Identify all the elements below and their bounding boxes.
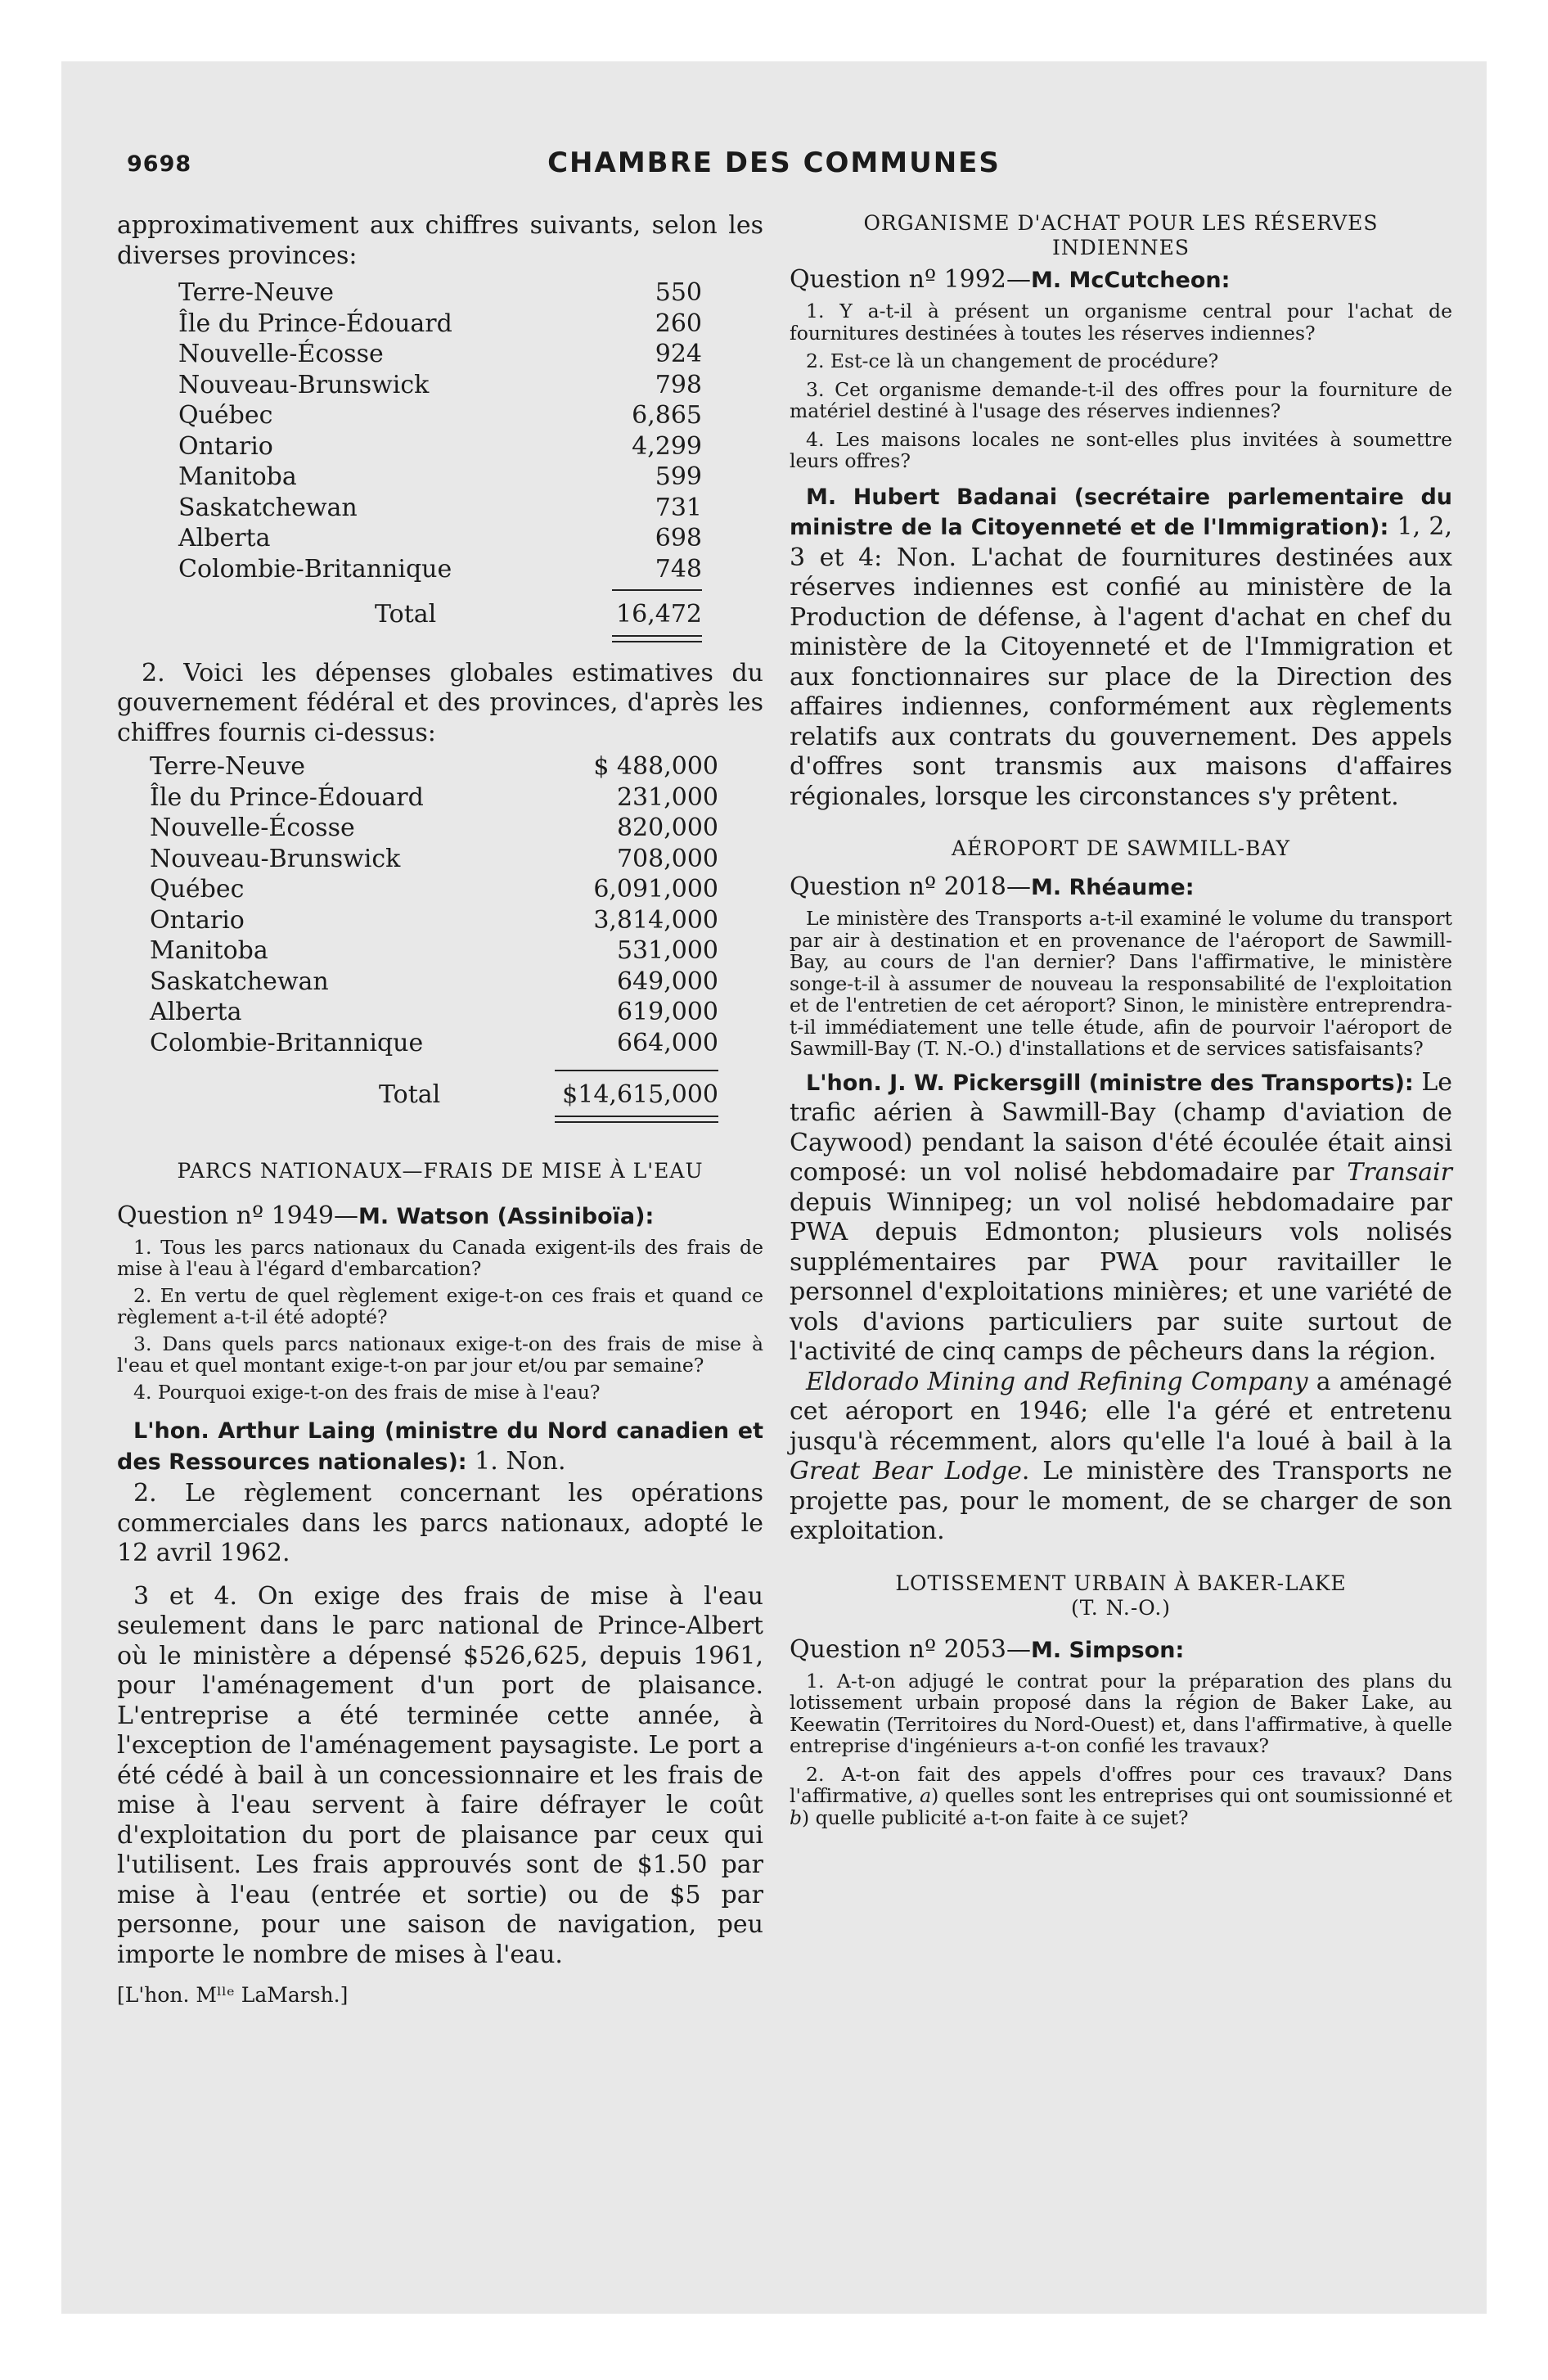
province-value: 748 bbox=[655, 554, 702, 584]
table-row bbox=[150, 905, 718, 936]
parcs-q2: 2. En vertu de quel règlement exige-t-on ces frais et quand ce règlement a-t-il été adopté? bbox=[117, 1283, 763, 1328]
table-row bbox=[178, 431, 702, 462]
table-row bbox=[150, 967, 718, 998]
table-row bbox=[178, 339, 702, 370]
laing-answer-2: 2. Le règlement concernant les opérations commerciales dans les parcs nationaux, adopté le 12 avril 1962. bbox=[117, 1479, 763, 1567]
org-q1: 1. Y a-t-il à présent un organisme central pour l'achat de fournitures destinées à toutes les réserves indiennes? bbox=[790, 300, 1452, 345]
question-2018 bbox=[790, 872, 1452, 903]
province-value: 3,814,000 bbox=[593, 905, 718, 935]
province-name: Nouvelle-Écosse bbox=[150, 814, 355, 842]
table-expenditures-total-block bbox=[150, 1070, 718, 1123]
question-2053 bbox=[790, 1635, 1452, 1666]
table-row bbox=[150, 1028, 718, 1059]
total-row bbox=[150, 1080, 718, 1111]
table-row bbox=[178, 523, 702, 554]
answer-text: 1. Non. bbox=[475, 1446, 566, 1476]
province-name: Île du Prince-Édouard bbox=[178, 309, 452, 338]
table-row bbox=[150, 751, 718, 782]
table-expenditures bbox=[150, 751, 718, 1058]
section-heading-lotissement-sub: (T. N.-O.) bbox=[1070, 1595, 1172, 1620]
table-row bbox=[178, 370, 702, 401]
table-row bbox=[178, 493, 702, 524]
org-q2: 2. Est-ce là un changement de procédure? bbox=[806, 349, 1219, 372]
province-name: Saskatchewan bbox=[178, 493, 358, 522]
province-value: 798 bbox=[655, 370, 702, 399]
province-name: Québec bbox=[178, 401, 273, 430]
table-row bbox=[178, 400, 702, 431]
sum-rule bbox=[612, 589, 702, 591]
footer-bracket: [L'hon. Mˡˡᵉ LaMarsh.] bbox=[117, 1983, 349, 2007]
italic-great-bear-lodge: Great Bear Lodge bbox=[790, 1457, 1022, 1485]
province-name: Saskatchewan bbox=[150, 967, 329, 996]
table-row bbox=[178, 554, 702, 585]
sum-rule bbox=[555, 1070, 718, 1071]
province-name: Québec bbox=[150, 875, 245, 904]
province-value: 698 bbox=[655, 524, 702, 552]
province-value: 708,000 bbox=[616, 844, 718, 873]
pickersgill-answer-2 bbox=[790, 1368, 1452, 1547]
province-value: 260 bbox=[655, 309, 702, 338]
province-value: 731 bbox=[655, 493, 702, 522]
italic-eldorado: Eldorado Mining and Refining Company bbox=[806, 1367, 1308, 1396]
double-rule bbox=[612, 635, 702, 642]
question-number: Question nº 1949— bbox=[117, 1201, 358, 1230]
province-value: 820,000 bbox=[616, 814, 718, 842]
parcs-q3: 3. Dans quels parcs nationaux exige-t-on des frais de mise à l'eau et quel montant exige-t-on par jour et/ou par semaine? bbox=[117, 1332, 763, 1377]
org-q4: 4. Les maisons locales ne sont-elles plus invitées à soumettre leurs offres? bbox=[790, 427, 1452, 472]
answer-text: . Le ministère des Transports ne projette pas, pour le moment, de se charger de son exploitation. bbox=[790, 1457, 1453, 1545]
speaker-laing: L'hon. Arthur Laing (ministre du Nord canadien et des Ressources nationales): bbox=[117, 1418, 763, 1475]
answer-text: depuis Winnipeg; un vol nolisé hebdomadaire par PWA depuis Edmonton; plusieurs vols nolisés supplémentaires par PWA pour ravitailler le personnel d'exploitations minières; et une variété de vols d'avions particuliers par suite surtout de l'activité de cinq camps de pêcheurs dans la région. bbox=[790, 1188, 1452, 1366]
province-name: Alberta bbox=[150, 998, 242, 1026]
speaker-pickersgill: L'hon. J. W. Pickersgill (ministre des Transports): bbox=[806, 1070, 1414, 1096]
badanai-answer bbox=[790, 482, 1452, 813]
province-value: 6,091,000 bbox=[593, 875, 718, 904]
parcs-q4: 4. Pourquoi exige-t-on des frais de mise à l'eau? bbox=[133, 1380, 601, 1404]
pickersgill-answer-1 bbox=[790, 1068, 1452, 1368]
province-name: Nouveau-Brunswick bbox=[178, 370, 430, 399]
section-heading-organisme: ORGANISME D'ACHAT POUR LES RÉSERVES INDIENNES bbox=[863, 211, 1379, 259]
parcs-q1: 1. Tous les parcs nationaux du Canada exigent-ils des frais de mise à l'eau à l'égard d'embarcation? bbox=[117, 1235, 763, 1280]
section-heading-parcs: PARCS NATIONAUX—FRAIS DE MISE À L'EAU bbox=[177, 1158, 704, 1183]
answer-text: Le trafic aérien à Sawmill-Bay (champ d'aviation de Caywood) pendant la saison d'été écoulée était ainsi composé: un vol nolisé hebdomadaire par bbox=[790, 1067, 1452, 1187]
question-text: ) quelle publicité a-t-on faite à ce sujet? bbox=[802, 1805, 1189, 1829]
table-row bbox=[178, 462, 702, 493]
province-value: 619,000 bbox=[616, 998, 718, 1026]
province-value: $ 488,000 bbox=[593, 752, 718, 781]
table-population bbox=[178, 277, 702, 584]
province-value: 550 bbox=[655, 278, 702, 307]
question-number: Question nº 2053— bbox=[790, 1634, 1031, 1664]
province-name: Île du Prince-Édouard bbox=[150, 782, 424, 812]
laing-answer-1 bbox=[117, 1416, 763, 1477]
province-name: Colombie-Britannique bbox=[178, 554, 452, 584]
province-value: 4,299 bbox=[632, 431, 702, 461]
total-row bbox=[178, 599, 702, 630]
lot-q1: 1. A-t-on adjugé le contrat pour la préparation des plans du lotissement urbain proposé dans la région de Baker Lake, au Keewatin (Territoires du Nord-Ouest) et, dans l'affirmative, à quelle entreprise d'ingénieurs a-t-on confié les travaux? bbox=[790, 1669, 1452, 1757]
question-1992 bbox=[790, 265, 1452, 295]
intro-paragraph: approximativement aux chiffres suivants, selon les diverses provinces: bbox=[117, 211, 763, 270]
province-name: Ontario bbox=[178, 431, 273, 461]
question-number: Question nº 1992— bbox=[790, 265, 1031, 294]
total-value: 16,472 bbox=[616, 600, 702, 629]
double-rule bbox=[555, 1116, 718, 1123]
province-value: 531,000 bbox=[616, 936, 718, 965]
table-row bbox=[150, 844, 718, 875]
expenditure-paragraph: 2. Voici les dépenses globales estimatives du gouvernement fédéral et des provinces, d'après les chiffres fournis ci-dessus: bbox=[117, 658, 763, 747]
org-q3: 3. Cet organisme demande-t-il des offres pour la fourniture de matériel destiné à l'usage des réserves indiennes? bbox=[790, 377, 1452, 422]
section-heading-aeroport: AÉROPORT DE SAWMILL-BAY bbox=[951, 836, 1291, 860]
total-label: Total bbox=[379, 1080, 441, 1109]
question-member: M. McCutcheon: bbox=[1030, 268, 1231, 293]
speaker-badanai: M. Hubert Badanai (secrétaire parlementaire du ministre de la Citoyenneté et de l'Immigration): bbox=[790, 484, 1452, 540]
laing-answer-3-4: 3 et 4. On exige des frais de mise à l'eau seulement dans le parc national de Prince-Albert où le ministère a dépensé $526,625, depuis 1961, pour l'aménagement d'un port de plaisance. L'entreprise a été terminée cette année, à l'exception de l'aménagement paysagiste. Le port a été cédé à bail à un concessionnaire et les frais de mise à l'eau servent à faire défrayer le coût d'exploitation du port de plaisance par ceux qui l'utilisent. Les frais approuvés sont de $1.50 par mise à l'eau (entrée et sortie) ou de $5 par personne, pour une saison de navigation, peu importe le nombre de mises à l'eau. bbox=[117, 1581, 763, 1969]
table-row bbox=[178, 277, 702, 309]
question-text: 2. A-t-on fait des appels d'offres pour ces travaux? Dans l'affirmative, bbox=[790, 1762, 1452, 1807]
lot-q2 bbox=[790, 1764, 1452, 1829]
question-number: Question nº 2018— bbox=[790, 872, 1031, 901]
table-population-total-block bbox=[178, 589, 702, 642]
province-value: 664,000 bbox=[616, 1028, 718, 1057]
province-value: 6,865 bbox=[632, 401, 702, 430]
total-value: $14,615,000 bbox=[562, 1080, 718, 1109]
page-title: CHAMBRE DES COMMUNES bbox=[547, 146, 1001, 179]
table-row bbox=[150, 997, 718, 1028]
question-member: M. Rhéaume: bbox=[1030, 875, 1195, 900]
table-row bbox=[150, 935, 718, 967]
section-heading-lotissement: LOTISSEMENT URBAIN À BAKER-LAKE bbox=[895, 1571, 1347, 1595]
page-header bbox=[0, 146, 1548, 184]
italic-b: b bbox=[790, 1805, 803, 1829]
right-column bbox=[790, 211, 1452, 1828]
province-name: Terre-Neuve bbox=[150, 752, 306, 781]
province-value: 649,000 bbox=[616, 967, 718, 996]
province-name: Ontario bbox=[150, 905, 245, 935]
province-name: Nouveau-Brunswick bbox=[150, 844, 401, 873]
province-name: Alberta bbox=[178, 524, 271, 552]
aero-question: Le ministère des Transports a-t-il examiné le volume du transport par air à destination et en provenance de l'aéroport de Sawmill-Bay, au cours de l'an dernier? Dans l'affirmative, le ministère songe-t-il à assumer de nouveau la responsabilité de l'exploitation et de l'entretien de cet aéroport? Sinon, le ministère entreprendra-t-il immédiatement une telle étude, afin de pourvoir l'aéroport de Sawmill-Bay (T. N.-O.) d'installations et de services satisfaisants? bbox=[790, 907, 1452, 1060]
province-name: Manitoba bbox=[150, 936, 268, 965]
answer-text: 1, 2, 3 et 4: Non. L'achat de fournitures destinées aux réserves indiennes est confié au ministère de la Production de défense, à l'agent d'achat en chef du ministère de la Citoyenneté et de l'Immigration et aux fonctionnaires sur place de la Direction des affaires indiennes, conformément aux règlements relatifs aux contrats du gouvernement. Des appels d'offres sont transmis aux maisons d'affaires régionales, lorsque les circonstances s'y prêtent. bbox=[790, 512, 1452, 811]
answer-text: a aménagé cet aéroport en 1946; elle l'a géré et entretenu jusqu'à récemment, alors qu'elle l'a loué à bail à la bbox=[790, 1367, 1452, 1456]
total-label: Total bbox=[375, 600, 437, 629]
page-number: 9698 bbox=[127, 151, 192, 177]
table-row bbox=[150, 813, 718, 844]
table-row bbox=[178, 309, 702, 340]
province-value: 924 bbox=[655, 340, 702, 368]
province-name: Manitoba bbox=[178, 462, 297, 491]
table-row bbox=[150, 782, 718, 814]
province-value: 599 bbox=[655, 462, 702, 491]
left-column bbox=[117, 211, 763, 2007]
province-name: Colombie-Britannique bbox=[150, 1028, 424, 1057]
question-text: ) quelles sont les entreprises qui ont soumissionné et bbox=[931, 1784, 1452, 1807]
table-row bbox=[150, 874, 718, 905]
question-1949 bbox=[117, 1201, 763, 1232]
italic-transair: Transair bbox=[1347, 1158, 1452, 1187]
province-value: 231,000 bbox=[616, 782, 718, 812]
italic-a: a bbox=[920, 1784, 932, 1807]
province-name: Terre-Neuve bbox=[178, 278, 335, 307]
question-member: M. Watson (Assiniboïa): bbox=[358, 1203, 655, 1229]
province-name: Nouvelle-Écosse bbox=[178, 340, 384, 368]
question-member: M. Simpson: bbox=[1030, 1637, 1185, 1663]
